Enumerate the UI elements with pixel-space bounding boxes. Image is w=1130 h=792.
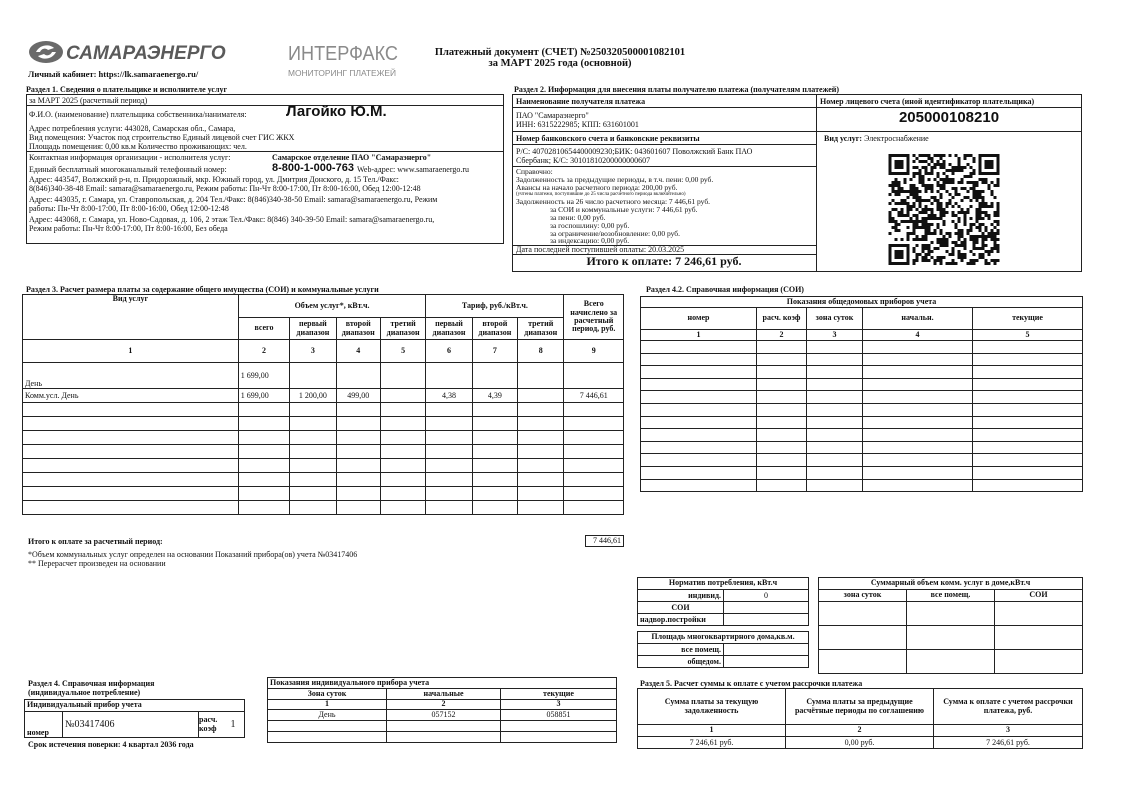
col-total: Всего начислено за расчетный период, руб. bbox=[564, 295, 624, 340]
table-row bbox=[641, 353, 1083, 366]
table-cell bbox=[426, 403, 472, 417]
col-num: 3 bbox=[290, 340, 336, 363]
with-installment-value: 7 246,61 руб. bbox=[934, 737, 1083, 749]
phone-label: Единый бесплатный многоканальный телефонный номер: bbox=[29, 165, 227, 174]
doc-title: Платежный документ (СЧЕТ) №250320500001082101 bbox=[434, 47, 686, 58]
office-address-3b: Режим работы: Пн-Чт 8:00-17:00, Пт 8:00-16:00, Без обеда bbox=[29, 224, 228, 233]
table-cell: 4,38 bbox=[426, 389, 472, 403]
table-cell bbox=[238, 459, 289, 473]
table-cell bbox=[380, 501, 425, 515]
table-cell bbox=[23, 487, 239, 501]
last-payment: Дата последней поступившей оплаты: 20.03.2025 bbox=[516, 245, 685, 254]
payer-label: Ф.И.О. (наименование) плательщика собственника/нанимателя: bbox=[29, 110, 247, 119]
col-num: 5 bbox=[973, 330, 1083, 341]
readings-table bbox=[267, 677, 617, 743]
interfax-logo bbox=[288, 40, 403, 80]
period-total-label: Итого к оплате за расчетный период: bbox=[28, 537, 163, 546]
table-cell bbox=[518, 459, 564, 473]
table-cell bbox=[472, 473, 517, 487]
table-cell bbox=[380, 403, 425, 417]
table-cell bbox=[23, 431, 239, 445]
note-volume: *Объем коммунальных услуг определен на основании Показаний прибора(ов) учета №03417406 bbox=[28, 550, 358, 559]
table-cell bbox=[518, 431, 564, 445]
table-cell bbox=[336, 403, 380, 417]
table-cell bbox=[518, 389, 564, 403]
contact-org: Самарское отделение ПАО "Самараэнерго" bbox=[272, 153, 432, 162]
table-cell bbox=[564, 501, 624, 515]
col-num: 8 bbox=[518, 340, 564, 363]
table-cell bbox=[23, 417, 239, 431]
common-meters-caption: Показания общедомовых приборов учета bbox=[641, 297, 1083, 308]
table-cell bbox=[290, 473, 336, 487]
col-zone: зона суток bbox=[819, 590, 907, 602]
period-total-value: 7 446,61 bbox=[585, 535, 624, 547]
table-cell bbox=[472, 501, 517, 515]
table-cell: 1 200,00 bbox=[290, 389, 336, 403]
account-header: Номер лицевого счета (иной идентификатор плательщика) bbox=[820, 97, 1035, 106]
table-cell bbox=[23, 473, 239, 487]
table-cell: Комм.усл. День bbox=[23, 389, 239, 403]
section1-title: Раздел 1. Сведения о плательщике и исполнителе услуг bbox=[26, 85, 228, 94]
web-address[interactable]: Web-адрес: www.samaraenergo.ru bbox=[357, 165, 470, 174]
ref-duty: за госпошлину: 0,00 руб. bbox=[550, 221, 630, 230]
recipient-inn: ИНН: 6315222985; КПП: 631601001 bbox=[516, 120, 639, 129]
table-row bbox=[23, 501, 624, 515]
area-title: Площадь многоквартирного дома,кв.м. bbox=[638, 632, 809, 644]
col-vol-all: всего bbox=[238, 318, 289, 340]
col-tar-r2: второй диапазон bbox=[472, 318, 517, 340]
table-cell bbox=[238, 473, 289, 487]
table-cell bbox=[238, 487, 289, 501]
meter-number-value: №03417406 bbox=[63, 712, 199, 738]
table-cell bbox=[336, 459, 380, 473]
meter-number-label: номер bbox=[25, 712, 63, 738]
col-tar-r1: первый диапазон bbox=[426, 318, 472, 340]
table-row bbox=[23, 445, 624, 459]
ref-title: Справочно: bbox=[516, 167, 553, 176]
col-soi: СОИ bbox=[995, 590, 1083, 602]
table-cell bbox=[23, 501, 239, 515]
col-coef: расч. коэф bbox=[757, 308, 807, 330]
col-num: 2 bbox=[786, 725, 934, 737]
table-cell bbox=[380, 417, 425, 431]
table-cell bbox=[290, 487, 336, 501]
ref-soi: за СОИ и коммунальные услуги: 7 446,61 руб. bbox=[550, 205, 698, 214]
doc-period: за МАРТ 2025 года (основной) bbox=[488, 58, 632, 69]
service-value: Электроснабжение bbox=[864, 134, 929, 143]
table-cell bbox=[472, 487, 517, 501]
area-common-label: общедом. bbox=[638, 656, 724, 668]
table-cell: 4,39 bbox=[472, 389, 517, 403]
col-all-rooms: все помещ. bbox=[907, 590, 995, 602]
table-row bbox=[641, 391, 1083, 404]
office-address-1b: 8(846)340-38-48 Email: samara@samaraenergo.ru, Режим работы: Пн-Чт 8:00-17:00, Пт 8:00-16:00, Обед 12:00-12:48 bbox=[29, 184, 421, 193]
col-volume: Объем услуг*, кВт.ч. bbox=[238, 295, 426, 318]
section5-title: Раздел 5. Расчет суммы к оплате с учетом рассрочки платежа bbox=[640, 679, 863, 688]
table-cell bbox=[336, 473, 380, 487]
phone-number: 8-800-1-000-763 bbox=[272, 162, 354, 174]
brand-text: САМАРАЭНЕРГО bbox=[66, 43, 226, 64]
table-cell bbox=[380, 473, 425, 487]
coef-value: 1 bbox=[230, 718, 236, 730]
section2-title: Раздел 2. Информация для внесения платы получателю платежа (получателям платежей) bbox=[514, 85, 840, 94]
table-cell bbox=[472, 431, 517, 445]
col-num: 1 bbox=[268, 700, 387, 710]
table-cell bbox=[336, 445, 380, 459]
table-cell bbox=[380, 459, 425, 473]
table-cell bbox=[472, 445, 517, 459]
table-cell bbox=[472, 459, 517, 473]
table-cell bbox=[336, 487, 380, 501]
ref-debt-prev: Задолженность за предыдущие периоды, в т.ч. пени: 0,00 руб. bbox=[516, 175, 714, 184]
table-cell bbox=[23, 403, 239, 417]
room-area: Площадь помещения: 0,00 кв.м Количество проживающих: чел. bbox=[29, 142, 247, 151]
col-vol-r2: второй диапазон bbox=[336, 318, 380, 340]
reading-zone: День bbox=[268, 710, 387, 721]
col-num: 3 bbox=[807, 330, 863, 341]
recipient-header: Наименование получателя платежа bbox=[516, 97, 646, 106]
table-cell bbox=[336, 431, 380, 445]
col-num: 2 bbox=[387, 700, 501, 710]
ref-indexation: за индексацию: 0,00 руб. bbox=[550, 236, 630, 245]
col-service: Вид услуг bbox=[23, 295, 239, 340]
table-row bbox=[23, 473, 624, 487]
payer-name: Лагойко Ю.М. bbox=[286, 103, 387, 120]
table-row bbox=[23, 431, 624, 445]
table-cell bbox=[290, 363, 336, 389]
col-num: 1 bbox=[638, 725, 786, 737]
table-cell bbox=[290, 501, 336, 515]
bank-line-1: Р/С: 40702810654400009230;БИК: 043601607 Поволжский Банк ПАО bbox=[516, 147, 753, 156]
period: за МАРТ 2025 (расчетный период) bbox=[29, 96, 148, 105]
table-cell bbox=[23, 445, 239, 459]
office-address-1: Адрес: 443547, Волжский р-н, п. Придорожный, мкр. Южный город, ул. Дмитрия Донского, д. 15 Тел./Факс: bbox=[29, 175, 399, 184]
payment-qr-code[interactable] bbox=[888, 150, 1000, 270]
table-cell bbox=[472, 403, 517, 417]
office-address-3: Адрес: 443068, г. Самара, ул. Ново-Садовая, д. 106, 2 этаж Тел./Факс: 8(846) 340-39-50 Email: samara@samaraenergo.ru, bbox=[29, 215, 435, 224]
table-row bbox=[641, 454, 1083, 467]
table-cell bbox=[380, 363, 425, 389]
interfax-name: ИНТЕРФАКС bbox=[288, 43, 398, 65]
col-start: начальные bbox=[387, 689, 501, 700]
table-cell bbox=[564, 417, 624, 431]
table-cell bbox=[426, 431, 472, 445]
table-row bbox=[641, 341, 1083, 354]
table-cell bbox=[380, 445, 425, 459]
table-cell bbox=[518, 445, 564, 459]
section4-title: Раздел 4. Справочная информация bbox=[28, 679, 155, 688]
ref-note: (учтены платежи, поступившие до 25 числа расчетного периода включительно) bbox=[516, 192, 686, 197]
recipient-name: ПАО "Самараэнерго" bbox=[516, 111, 589, 120]
coef-label: расч. коэф bbox=[199, 714, 218, 733]
table-cell bbox=[238, 501, 289, 515]
table-cell bbox=[290, 417, 336, 431]
section42-title: Раздел 4.2. Справочная информация (СОИ) bbox=[646, 285, 804, 294]
readings-title: Показания индивидуального прибора учета bbox=[268, 678, 617, 689]
table-cell bbox=[426, 487, 472, 501]
current-debt-value: 7 246,61 руб. bbox=[638, 737, 786, 749]
table-cell bbox=[426, 459, 472, 473]
table-row bbox=[641, 378, 1083, 391]
table-cell: 7 446,61 bbox=[564, 389, 624, 403]
table-row bbox=[641, 366, 1083, 379]
norm-individ-label: индивид. bbox=[638, 590, 724, 602]
norm-table bbox=[637, 577, 809, 668]
table-cell bbox=[238, 403, 289, 417]
table-cell bbox=[564, 487, 624, 501]
meter-title: Индивидуальный прибор учета bbox=[25, 700, 245, 712]
col-zone: зона суток bbox=[807, 308, 863, 330]
col-num: 7 bbox=[472, 340, 517, 363]
table-cell bbox=[564, 459, 624, 473]
table-cell bbox=[472, 363, 517, 389]
table-cell bbox=[518, 501, 564, 515]
col-tariff: Тариф, руб./кВт.ч. bbox=[426, 295, 564, 318]
col-current: текущие bbox=[973, 308, 1083, 330]
account-number: 205000108210 bbox=[898, 109, 1000, 126]
interfax-sub: МОНИТОРИНГ ПЛАТЕЖЕЙ bbox=[288, 68, 398, 78]
table-cell bbox=[380, 487, 425, 501]
norm-title: Норматив потребления, кВт.ч bbox=[638, 578, 809, 590]
table-cell bbox=[564, 403, 624, 417]
norm-soi-label: СОИ bbox=[638, 602, 724, 614]
section3-title: Раздел 3. Расчет размера платы за содержание общего имущества (СОИ) и коммунальные услуги bbox=[26, 285, 379, 294]
table-cell bbox=[23, 459, 239, 473]
col-agreement: Сумма платы за предыдущие расчётные периоды по соглашению bbox=[786, 689, 934, 725]
table-cell bbox=[518, 363, 564, 389]
col-num: 2 bbox=[238, 340, 289, 363]
table-cell bbox=[426, 473, 472, 487]
table-row bbox=[23, 363, 624, 389]
bank-header: Номер банковского счета и банковские реквизиты bbox=[516, 134, 700, 143]
col-current-debt: Сумма платы за текущую задолженность bbox=[638, 689, 786, 725]
office-address-2: Адрес: 443035, г. Самара, ул. Ставропольская, д. 204 Тел./Факс: 8(846)340-38-50 Email: samara@samaraenergo.ru, Режим bbox=[29, 195, 438, 204]
table-cell bbox=[238, 431, 289, 445]
table-cell bbox=[518, 417, 564, 431]
table-cell bbox=[290, 403, 336, 417]
table-cell bbox=[290, 459, 336, 473]
contact-label: Контактная информация организации - исполнителя услуг: bbox=[29, 153, 231, 162]
table-cell: 1 699,00 bbox=[238, 389, 289, 403]
table-row bbox=[23, 459, 624, 473]
col-num: 6 bbox=[426, 340, 472, 363]
ref-restriction: за ограничение/возобновление: 0,00 руб. bbox=[550, 229, 680, 238]
col-vol-r1: первый диапазон bbox=[290, 318, 336, 340]
col-current: текущие bbox=[501, 689, 617, 700]
col-num: 4 bbox=[336, 340, 380, 363]
col-vol-r3: третий диапазон bbox=[380, 318, 425, 340]
summary-volume-table bbox=[818, 577, 1083, 674]
table-cell bbox=[336, 417, 380, 431]
table-cell bbox=[380, 389, 425, 403]
col-start: начальн. bbox=[863, 308, 973, 330]
table-cell bbox=[426, 417, 472, 431]
col-meter-number: номер bbox=[641, 308, 757, 330]
table-cell bbox=[564, 363, 624, 389]
table-cell bbox=[336, 501, 380, 515]
table-cell bbox=[564, 431, 624, 445]
section4-subtitle: (индивидуальное потребление) bbox=[28, 688, 141, 697]
table-cell bbox=[518, 487, 564, 501]
table-cell bbox=[518, 403, 564, 417]
room-type: Вид помещения: Участок под строительство Единый лицевой счет ГИС ЖКХ bbox=[29, 133, 295, 142]
samaraenergo-logo bbox=[26, 38, 226, 66]
cabinet-link[interactable]: Личный кабинет: https://lk.samaraenergo.ru/ bbox=[28, 69, 199, 79]
table-cell: День bbox=[23, 363, 239, 389]
table-row bbox=[641, 479, 1083, 492]
table-row bbox=[641, 441, 1083, 454]
col-num: 9 bbox=[564, 340, 624, 363]
table-cell bbox=[426, 445, 472, 459]
area-all-label: все помещ. bbox=[638, 644, 724, 656]
col-num: 2 bbox=[757, 330, 807, 341]
verification-deadline: Срок истечения поверки: 4 квартал 2036 года bbox=[28, 740, 194, 749]
norm-outbuildings-label: надвор.постройки bbox=[638, 614, 724, 626]
table-row bbox=[641, 466, 1083, 479]
consumption-address: Адрес потребления услуги: 443028, Самарская обл., Самара, bbox=[29, 124, 236, 133]
table-cell: 499,00 bbox=[336, 389, 380, 403]
table-row bbox=[23, 403, 624, 417]
installment-table bbox=[637, 688, 1083, 749]
reading-start: 057152 bbox=[387, 710, 501, 721]
table-cell bbox=[472, 417, 517, 431]
table-cell bbox=[290, 431, 336, 445]
note-recalc: ** Перерасчет произведен на основании bbox=[28, 559, 166, 568]
table-cell bbox=[336, 363, 380, 389]
table-cell bbox=[564, 473, 624, 487]
table-row bbox=[641, 416, 1083, 429]
table-cell bbox=[380, 431, 425, 445]
charges-table bbox=[22, 294, 624, 515]
ref-fines: за пени: 0,00 руб. bbox=[550, 213, 606, 222]
col-tar-r3: третий диапазон bbox=[518, 318, 564, 340]
table-cell bbox=[238, 445, 289, 459]
table-row bbox=[23, 389, 624, 403]
table-cell bbox=[518, 473, 564, 487]
summary-volume-title: Суммарный объем комм. услуг в доме,кВт.ч bbox=[819, 578, 1083, 590]
col-num: 3 bbox=[934, 725, 1083, 737]
col-num: 5 bbox=[380, 340, 425, 363]
col-zone: Зона суток bbox=[268, 689, 387, 700]
agreement-value: 0,00 руб. bbox=[786, 737, 934, 749]
common-meters-table bbox=[640, 296, 1083, 492]
table-cell bbox=[290, 445, 336, 459]
table-cell bbox=[426, 501, 472, 515]
individual-meter-table bbox=[24, 699, 245, 738]
col-num: 1 bbox=[641, 330, 757, 341]
table-cell bbox=[564, 445, 624, 459]
col-num: 4 bbox=[863, 330, 973, 341]
norm-individ-value: 0 bbox=[724, 590, 809, 602]
table-row bbox=[641, 403, 1083, 416]
col-with-installment: Сумма к оплате с учетом рассрочки платежа, руб. bbox=[934, 689, 1083, 725]
office-address-2b: работы: Пн-Чт 8:00-17:00, Пт 8:00-16:00, Обед 12:00-12:48 bbox=[29, 204, 229, 213]
table-cell bbox=[238, 417, 289, 431]
col-num: 3 bbox=[501, 700, 617, 710]
table-row bbox=[23, 487, 624, 501]
total-to-pay: Итого к оплате: 7 246,61 руб. bbox=[586, 254, 742, 268]
table-cell: 1 699,00 bbox=[238, 363, 289, 389]
ref-debt-26: Задолженность на 26 число расчетного месяца: 7 446,61 руб. bbox=[516, 197, 711, 206]
column-numbers-row bbox=[23, 340, 624, 363]
table-row bbox=[23, 417, 624, 431]
col-num: 1 bbox=[23, 340, 239, 363]
table-row bbox=[641, 429, 1083, 442]
service-label: Вид услуг: bbox=[824, 134, 863, 143]
bank-line-2: Сбербанк; К/С: 30101810200000000607 bbox=[516, 156, 651, 165]
reading-current: 058851 bbox=[501, 710, 617, 721]
ref-advance: Авансы на начало расчетного периода: 200,00 руб. bbox=[516, 183, 678, 192]
table-cell bbox=[426, 363, 472, 389]
